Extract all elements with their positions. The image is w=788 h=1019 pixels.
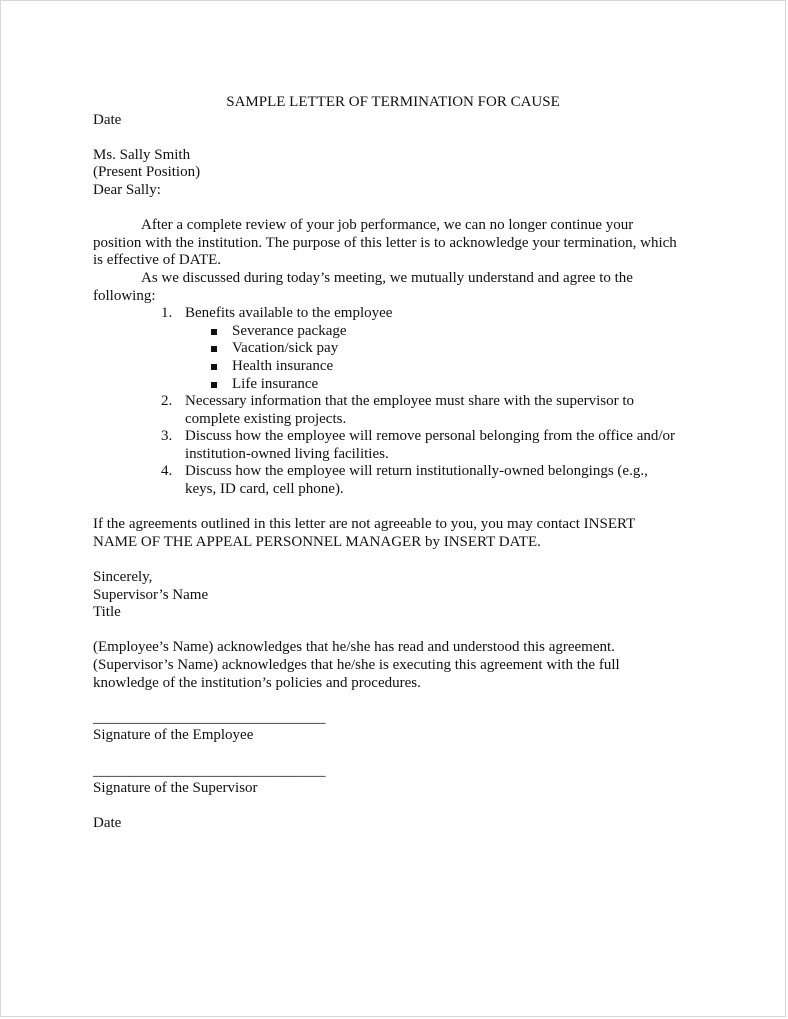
list-item	[161, 305, 713, 393]
recipient-name: Ms. Sally Smith	[93, 146, 191, 163]
benefit-item	[185, 376, 713, 394]
benefit-item	[185, 340, 713, 358]
signature-line: _______________________________	[93, 709, 326, 726]
list-item-text: institution-owned living facilities.	[185, 445, 389, 462]
paragraph-line: As we discussed during today’s meeting, we mutually understand and agree to the	[141, 269, 633, 286]
letter-body	[93, 94, 713, 833]
list-item-text: Necessary information that the employee must share with the supervisor to	[185, 393, 635, 410]
signature-line: _______________________________	[93, 762, 326, 779]
closing: Sincerely,	[93, 569, 153, 586]
employee-signature-label: Signature of the Employee	[93, 727, 254, 744]
benefits-list	[185, 323, 713, 393]
list-item-text: Discuss how the employee will remove personal belonging from the office and/or	[185, 428, 676, 445]
letter-title: SAMPLE LETTER OF TERMINATION FOR CAUSE	[226, 94, 560, 110]
list-item-text: Discuss how the employee will return institutionally-owned belongings (e.g.,	[185, 463, 648, 480]
paragraph-line: After a complete review of your job performance, we can no longer continue your	[141, 217, 634, 234]
acknowledgement-line: (Employee’s Name) acknowledges that he/she has read and understood this agreement.	[93, 639, 615, 656]
paragraph-line: NAME OF THE APPEAL PERSONNEL MANAGER by INSERT DATE.	[93, 533, 541, 550]
date-line: Date	[93, 111, 122, 128]
list-item	[161, 393, 713, 428]
benefit-label: Severance package	[232, 322, 347, 339]
signer-name: Supervisor’s Name	[93, 586, 209, 603]
supervisor-signature-label: Signature of the Supervisor	[93, 780, 258, 797]
list-item-text: Benefits available to the employee	[185, 305, 393, 322]
list-number: 4.	[161, 463, 173, 480]
benefit-item	[185, 323, 713, 341]
date-line-bottom: Date	[93, 815, 122, 832]
salutation: Dear Sally:	[93, 181, 161, 198]
square-bullet-icon	[211, 382, 217, 388]
agreement-list	[93, 305, 713, 499]
square-bullet-icon	[211, 364, 217, 370]
list-item-text: complete existing projects.	[185, 410, 347, 427]
list-number: 1.	[161, 305, 173, 322]
benefit-item	[185, 358, 713, 376]
paragraph-line: position with the institution. The purpose of this letter is to acknowledge your termination, which	[93, 234, 677, 251]
list-item	[161, 463, 713, 498]
list-item	[161, 428, 713, 463]
square-bullet-icon	[211, 329, 217, 335]
square-bullet-icon	[211, 346, 217, 352]
acknowledgement-line: (Supervisor’s Name) acknowledges that he/she is executing this agreement with the full	[93, 657, 620, 673]
benefit-label: Health insurance	[232, 357, 334, 374]
recipient-position: (Present Position)	[93, 164, 201, 181]
list-number: 2.	[161, 393, 173, 410]
list-number: 3.	[161, 428, 173, 445]
list-item-text: keys, ID card, cell phone).	[185, 481, 344, 498]
benefit-label: Vacation/sick pay	[232, 340, 339, 357]
paragraph-line: is effective of DATE.	[93, 252, 222, 269]
acknowledgement-line: knowledge of the institution’s policies and procedures.	[93, 674, 421, 691]
paragraph-line: If the agreements outlined in this letter are not agreeable to you, you may contact INSERT	[93, 516, 636, 533]
benefit-label: Life insurance	[232, 375, 319, 392]
paragraph-line: following:	[93, 287, 156, 304]
signer-title: Title	[93, 604, 121, 621]
